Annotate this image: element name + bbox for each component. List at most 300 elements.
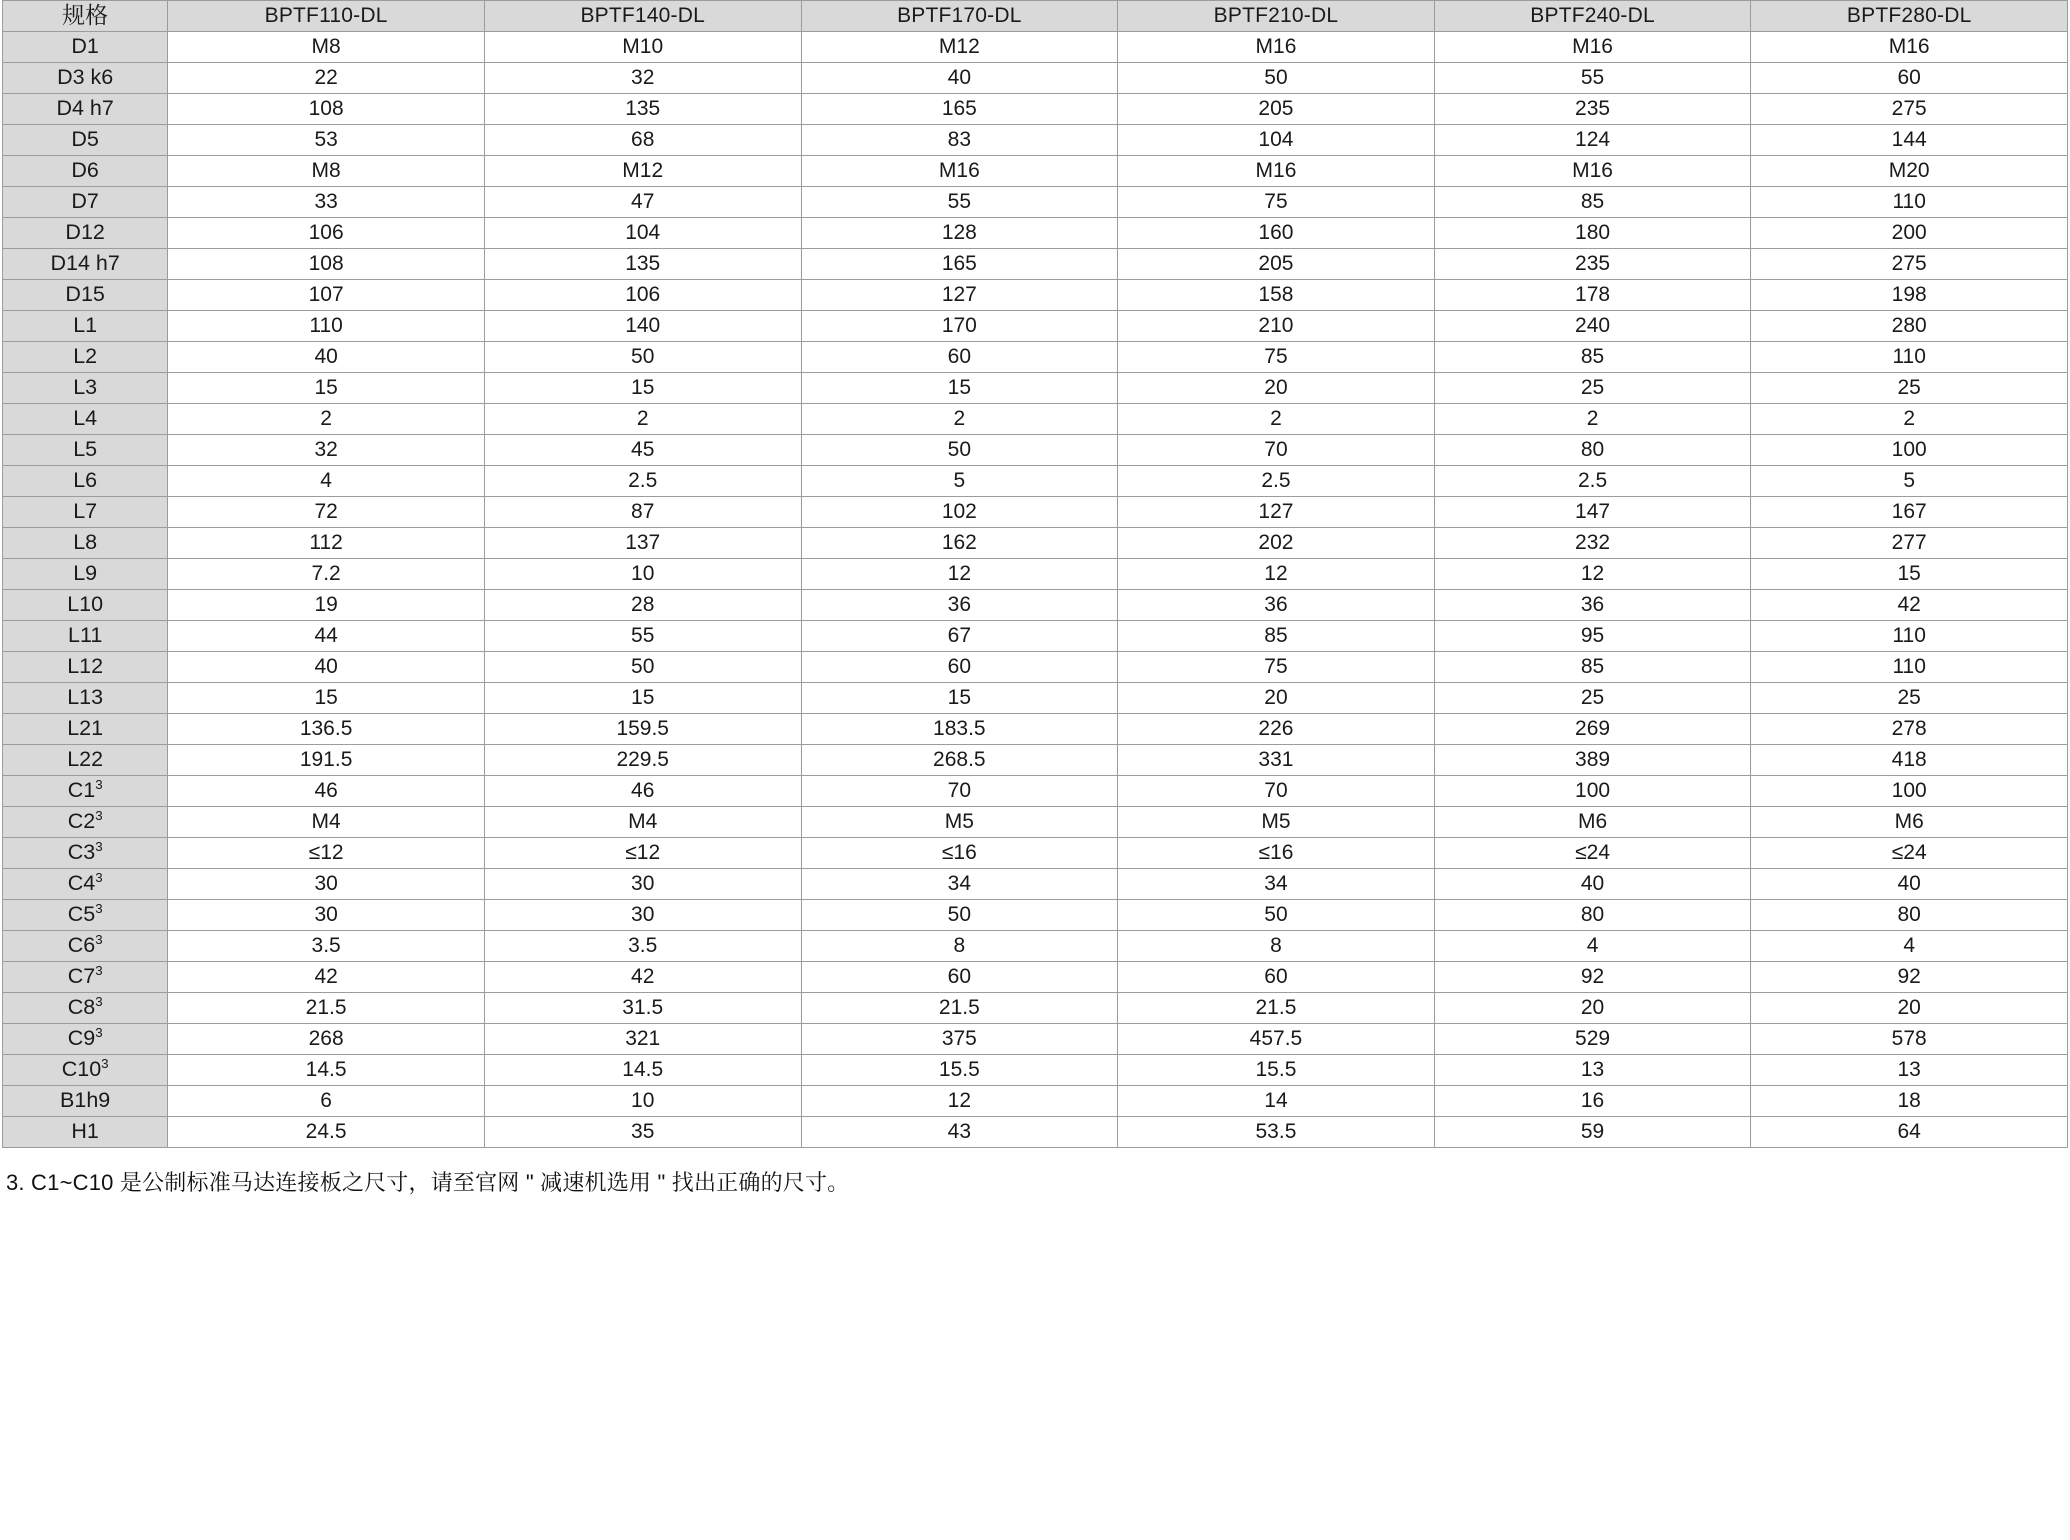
row-header-c9: $C9^3$: [3, 1024, 168, 1055]
table-cell: 275: [1751, 249, 2068, 280]
table-cell: M16: [801, 156, 1118, 187]
row-header-l10: L10: [3, 590, 168, 621]
table-cell: 112: [168, 528, 485, 559]
table-row: [3, 745, 2068, 776]
row-header-l12: L12: [3, 652, 168, 683]
table-cell: M6: [1434, 807, 1751, 838]
table-cell: 21.5: [801, 993, 1118, 1024]
table-cell: M16: [1434, 32, 1751, 63]
superscript-marker: 3: [95, 900, 103, 916]
table-cell: 21.5: [168, 993, 485, 1024]
table-cell: 55: [484, 621, 801, 652]
table-cell: 50: [801, 435, 1118, 466]
table-cell: 3.5: [484, 931, 801, 962]
table-cell: M12: [801, 32, 1118, 63]
table-cell: 50: [801, 900, 1118, 931]
table-header: [3, 1, 2068, 32]
table-cell: 70: [1118, 435, 1435, 466]
superscript-marker: 3: [95, 993, 103, 1009]
table-row: [3, 156, 2068, 187]
table-row: [3, 931, 2068, 962]
table-cell: 110: [1751, 342, 2068, 373]
table-cell: 34: [801, 869, 1118, 900]
column-header-model-3: BPTF170-DL: [801, 1, 1118, 32]
table-cell: 13: [1751, 1055, 2068, 1086]
table-cell: 50: [484, 652, 801, 683]
table-cell: 191.5: [168, 745, 485, 776]
table-cell: 108: [168, 94, 485, 125]
table-cell: 4: [168, 466, 485, 497]
table-cell: 64: [1751, 1117, 2068, 1148]
table-cell: 85: [1434, 342, 1751, 373]
table-cell: ≤16: [1118, 838, 1435, 869]
table-cell: 2.5: [1434, 466, 1751, 497]
table-cell: 42: [1751, 590, 2068, 621]
table-cell: 21.5: [1118, 993, 1435, 1024]
row-header-d14-h7: D14 h7: [3, 249, 168, 280]
table-cell: 34: [1118, 869, 1435, 900]
table-cell: 12: [801, 1086, 1118, 1117]
table-cell: 15: [168, 373, 485, 404]
table-cell: M12: [484, 156, 801, 187]
table-cell: M16: [1751, 32, 2068, 63]
table-cell: 59: [1434, 1117, 1751, 1148]
table-cell: 67: [801, 621, 1118, 652]
table-cell: M8: [168, 156, 485, 187]
table-cell: 12: [1434, 559, 1751, 590]
table-cell: M16: [1118, 32, 1435, 63]
superscript-marker: 3: [95, 931, 103, 947]
table-row: [3, 249, 2068, 280]
table-cell: 70: [1118, 776, 1435, 807]
table-row: [3, 466, 2068, 497]
table-row: [3, 125, 2068, 156]
table-cell: 100: [1751, 435, 2068, 466]
table-cell: 15: [168, 683, 485, 714]
table-cell: 5: [801, 466, 1118, 497]
table-cell: M20: [1751, 156, 2068, 187]
table-cell: 15: [484, 683, 801, 714]
table-cell: 457.5: [1118, 1024, 1435, 1055]
table-cell: 14: [1118, 1086, 1435, 1117]
table-cell: M16: [1118, 156, 1435, 187]
row-header-l22: L22: [3, 745, 168, 776]
table-row: [3, 807, 2068, 838]
table-cell: 40: [168, 652, 485, 683]
table-row: [3, 838, 2068, 869]
table-cell: 70: [801, 776, 1118, 807]
specification-table: [2, 0, 2068, 1148]
table-row: [3, 714, 2068, 745]
row-header-c8: $C8^3$: [3, 993, 168, 1024]
table-cell: 92: [1751, 962, 2068, 993]
table-row: [3, 187, 2068, 218]
table-cell: 418: [1751, 745, 2068, 776]
table-cell: 202: [1118, 528, 1435, 559]
table-cell: 2: [1751, 404, 2068, 435]
table-cell: 110: [1751, 621, 2068, 652]
table-cell: 12: [801, 559, 1118, 590]
table-cell: 85: [1118, 621, 1435, 652]
row-header-l11: L11: [3, 621, 168, 652]
table-cell: 85: [1434, 652, 1751, 683]
table-cell: 104: [1118, 125, 1435, 156]
table-cell: 165: [801, 94, 1118, 125]
table-row: [3, 1055, 2068, 1086]
table-row: [3, 559, 2068, 590]
table-cell: 15: [801, 683, 1118, 714]
table-cell: 8: [801, 931, 1118, 962]
table-cell: ≤12: [484, 838, 801, 869]
table-cell: 47: [484, 187, 801, 218]
table-cell: 183.5: [801, 714, 1118, 745]
table-cell: 60: [801, 342, 1118, 373]
row-header-c3: $C3^3$: [3, 838, 168, 869]
table-cell: 32: [168, 435, 485, 466]
table-cell: 268: [168, 1024, 485, 1055]
table-cell: 2: [484, 404, 801, 435]
table-cell: 40: [168, 342, 485, 373]
superscript-marker: 3: [95, 838, 103, 854]
row-header-c7: $C7^3$: [3, 962, 168, 993]
table-cell: 15: [801, 373, 1118, 404]
table-row: [3, 1024, 2068, 1055]
table-cell: ≤16: [801, 838, 1118, 869]
table-row: [3, 435, 2068, 466]
table-cell: 46: [168, 776, 485, 807]
table-cell: 85: [1434, 187, 1751, 218]
table-cell: 578: [1751, 1024, 2068, 1055]
table-cell: 278: [1751, 714, 2068, 745]
superscript-marker: 3: [95, 807, 103, 823]
table-cell: 36: [1118, 590, 1435, 621]
table-cell: 268.5: [801, 745, 1118, 776]
table-cell: 135: [484, 94, 801, 125]
table-cell: 25: [1434, 683, 1751, 714]
table-cell: 30: [168, 900, 485, 931]
table-cell: 5: [1751, 466, 2068, 497]
table-cell: 135: [484, 249, 801, 280]
table-cell: 15.5: [1118, 1055, 1435, 1086]
table-cell: M5: [1118, 807, 1435, 838]
table-cell: 60: [1751, 63, 2068, 94]
table-cell: 25: [1751, 373, 2068, 404]
table-cell: 160: [1118, 218, 1435, 249]
row-header-l2: L2: [3, 342, 168, 373]
table-cell: 25: [1434, 373, 1751, 404]
column-header-spec: 规格: [3, 1, 168, 32]
footnote-text: 3. C1~C10 是公制标准马达连接板之尺寸，请至官网 " 减速机选用 " 找出正确的尺寸。: [6, 1170, 850, 1195]
table-cell: 200: [1751, 218, 2068, 249]
table-cell: 10: [484, 559, 801, 590]
column-header-model-2: BPTF140-DL: [484, 1, 801, 32]
table-cell: 7.2: [168, 559, 485, 590]
table-row: [3, 32, 2068, 63]
table-row: [3, 683, 2068, 714]
table-cell: 12: [1118, 559, 1435, 590]
table-cell: 68: [484, 125, 801, 156]
table-row: [3, 652, 2068, 683]
table-row: [3, 218, 2068, 249]
table-cell: M8: [168, 32, 485, 63]
table-cell: 110: [1751, 652, 2068, 683]
table-cell: ≤24: [1751, 838, 2068, 869]
table-cell: 180: [1434, 218, 1751, 249]
table-cell: 55: [801, 187, 1118, 218]
table-cell: 50: [484, 342, 801, 373]
table-cell: 8: [1118, 931, 1435, 962]
table-cell: 75: [1118, 652, 1435, 683]
table-cell: 20: [1118, 373, 1435, 404]
row-header-l3: L3: [3, 373, 168, 404]
table-cell: 4: [1751, 931, 2068, 962]
table-cell: 42: [168, 962, 485, 993]
table-row: [3, 497, 2068, 528]
row-header-c4: $C4^3$: [3, 869, 168, 900]
table-cell: 144: [1751, 125, 2068, 156]
table-cell: 13: [1434, 1055, 1751, 1086]
table-cell: 2: [168, 404, 485, 435]
table-cell: 232: [1434, 528, 1751, 559]
table-cell: 275: [1751, 94, 2068, 125]
row-header-l1: L1: [3, 311, 168, 342]
table-row: [3, 342, 2068, 373]
row-header-l21: L21: [3, 714, 168, 745]
table-cell: 229.5: [484, 745, 801, 776]
table-cell: 30: [484, 900, 801, 931]
table-cell: 44: [168, 621, 485, 652]
table-cell: 375: [801, 1024, 1118, 1055]
table-row: [3, 94, 2068, 125]
superscript-marker: 3: [101, 1055, 109, 1071]
column-header-model-5: BPTF240-DL: [1434, 1, 1751, 32]
table-cell: 30: [168, 869, 485, 900]
table-cell: 25: [1751, 683, 2068, 714]
row-header-l7: L7: [3, 497, 168, 528]
table-cell: 15.5: [801, 1055, 1118, 1086]
table-cell: 529: [1434, 1024, 1751, 1055]
table-cell: 36: [801, 590, 1118, 621]
table-cell: 20: [1434, 993, 1751, 1024]
row-header-l5: L5: [3, 435, 168, 466]
table-cell: 35: [484, 1117, 801, 1148]
row-header-d4-h7: D4 h7: [3, 94, 168, 125]
row-header-d6: D6: [3, 156, 168, 187]
table-cell: 137: [484, 528, 801, 559]
table-cell: 100: [1751, 776, 2068, 807]
table-cell: 53.5: [1118, 1117, 1435, 1148]
table-row: [3, 63, 2068, 94]
column-header-model-6: BPTF280-DL: [1751, 1, 2068, 32]
row-header-h1: H1: [3, 1117, 168, 1148]
table-cell: 2.5: [1118, 466, 1435, 497]
table-cell: 331: [1118, 745, 1435, 776]
superscript-marker: 3: [95, 869, 103, 885]
row-header-d3-k6: D3 k6: [3, 63, 168, 94]
column-header-model-4: BPTF210-DL: [1118, 1, 1435, 32]
table-cell: 235: [1434, 249, 1751, 280]
table-cell: 53: [168, 125, 485, 156]
table-cell: 128: [801, 218, 1118, 249]
table-cell: 10: [484, 1086, 801, 1117]
table-cell: 14.5: [168, 1055, 485, 1086]
table-cell: 240: [1434, 311, 1751, 342]
row-header-d15: D15: [3, 280, 168, 311]
table-cell: 46: [484, 776, 801, 807]
table-cell: 92: [1434, 962, 1751, 993]
row-header-l13: L13: [3, 683, 168, 714]
row-header-c1: $C1^3$: [3, 776, 168, 807]
table-cell: 80: [1434, 435, 1751, 466]
row-header-c10: $C10^3$: [3, 1055, 168, 1086]
table-cell: 32: [484, 63, 801, 94]
column-header-model-1: BPTF110-DL: [168, 1, 485, 32]
table-cell: 45: [484, 435, 801, 466]
table-cell: 280: [1751, 311, 2068, 342]
row-header-c2: $C2^3$: [3, 807, 168, 838]
table-cell: 127: [1118, 497, 1435, 528]
table-cell: 321: [484, 1024, 801, 1055]
row-header-b1h9: B1h9: [3, 1086, 168, 1117]
table-cell: 6: [168, 1086, 485, 1117]
superscript-marker: 3: [95, 776, 103, 792]
table-cell: 269: [1434, 714, 1751, 745]
row-header-c5: $C5^3$: [3, 900, 168, 931]
table-cell: 2: [801, 404, 1118, 435]
table-cell: 2.5: [484, 466, 801, 497]
table-cell: 55: [1434, 63, 1751, 94]
table-cell: 104: [484, 218, 801, 249]
table-body: [3, 32, 2068, 1148]
table-cell: 60: [801, 962, 1118, 993]
table-row: [3, 869, 2068, 900]
table-row: [3, 1086, 2068, 1117]
table-row: [3, 528, 2068, 559]
table-cell: 72: [168, 497, 485, 528]
table-row: [3, 621, 2068, 652]
table-row: [3, 373, 2068, 404]
table-cell: 60: [801, 652, 1118, 683]
table-row: [3, 280, 2068, 311]
table-cell: 95: [1434, 621, 1751, 652]
table-cell: 20: [1751, 993, 2068, 1024]
row-header-d1: D1: [3, 32, 168, 63]
table-row: [3, 962, 2068, 993]
table-cell: 28: [484, 590, 801, 621]
table-cell: 170: [801, 311, 1118, 342]
table-cell: 162: [801, 528, 1118, 559]
row-header-l4: L4: [3, 404, 168, 435]
table-cell: 108: [168, 249, 485, 280]
table-cell: 75: [1118, 187, 1435, 218]
table-cell: 389: [1434, 745, 1751, 776]
table-cell: 106: [484, 280, 801, 311]
table-row: [3, 1117, 2068, 1148]
table-cell: 100: [1434, 776, 1751, 807]
table-cell: M5: [801, 807, 1118, 838]
table-row: [3, 900, 2068, 931]
table-row: [3, 404, 2068, 435]
table-row: [3, 311, 2068, 342]
table-cell: 33: [168, 187, 485, 218]
table-cell: 24.5: [168, 1117, 485, 1148]
table-cell: 102: [801, 497, 1118, 528]
table-cell: 50: [1118, 63, 1435, 94]
table-cell: 22: [168, 63, 485, 94]
table-cell: 87: [484, 497, 801, 528]
table-cell: 83: [801, 125, 1118, 156]
table-cell: 106: [168, 218, 485, 249]
table-cell: 75: [1118, 342, 1435, 373]
row-header-d7: D7: [3, 187, 168, 218]
row-header-l6: L6: [3, 466, 168, 497]
row-header-l8: L8: [3, 528, 168, 559]
table-cell: 4: [1434, 931, 1751, 962]
table-cell: 167: [1751, 497, 2068, 528]
table-cell: 18: [1751, 1086, 2068, 1117]
table-cell: 147: [1434, 497, 1751, 528]
table-cell: 14.5: [484, 1055, 801, 1086]
table-cell: 205: [1118, 94, 1435, 125]
table-cell: 226: [1118, 714, 1435, 745]
table-cell: 110: [168, 311, 485, 342]
table-cell: 15: [484, 373, 801, 404]
table-cell: 210: [1118, 311, 1435, 342]
table-cell: 20: [1118, 683, 1435, 714]
table-cell: 159.5: [484, 714, 801, 745]
table-cell: M6: [1751, 807, 2068, 838]
table-cell: 15: [1751, 559, 2068, 590]
table-cell: 40: [1751, 869, 2068, 900]
table-cell: 16: [1434, 1086, 1751, 1117]
table-cell: 205: [1118, 249, 1435, 280]
table-cell: 107: [168, 280, 485, 311]
table-cell: 80: [1751, 900, 2068, 931]
table-header-row: [3, 1, 2068, 32]
table-cell: 42: [484, 962, 801, 993]
superscript-marker: 3: [95, 1024, 103, 1040]
table-cell: 110: [1751, 187, 2068, 218]
table-cell: 127: [801, 280, 1118, 311]
table-cell: 140: [484, 311, 801, 342]
table-cell: M4: [168, 807, 485, 838]
superscript-marker: 3: [95, 962, 103, 978]
table-cell: 3.5: [168, 931, 485, 962]
table-cell: 198: [1751, 280, 2068, 311]
table-cell: 40: [1434, 869, 1751, 900]
table-cell: 19: [168, 590, 485, 621]
table-cell: 80: [1434, 900, 1751, 931]
table-cell: M16: [1434, 156, 1751, 187]
table-cell: 178: [1434, 280, 1751, 311]
table-cell: 136.5: [168, 714, 485, 745]
table-row: [3, 590, 2068, 621]
table-cell: 36: [1434, 590, 1751, 621]
table-cell: 2: [1118, 404, 1435, 435]
table-cell: 30: [484, 869, 801, 900]
table-cell: ≤24: [1434, 838, 1751, 869]
row-header-l9: L9: [3, 559, 168, 590]
table-row: [3, 993, 2068, 1024]
table-cell: 277: [1751, 528, 2068, 559]
row-header-c6: $C6^3$: [3, 931, 168, 962]
table-cell: 165: [801, 249, 1118, 280]
table-cell: ≤12: [168, 838, 485, 869]
table-cell: 40: [801, 63, 1118, 94]
table-cell: 31.5: [484, 993, 801, 1024]
row-header-d12: D12: [3, 218, 168, 249]
table-cell: M10: [484, 32, 801, 63]
